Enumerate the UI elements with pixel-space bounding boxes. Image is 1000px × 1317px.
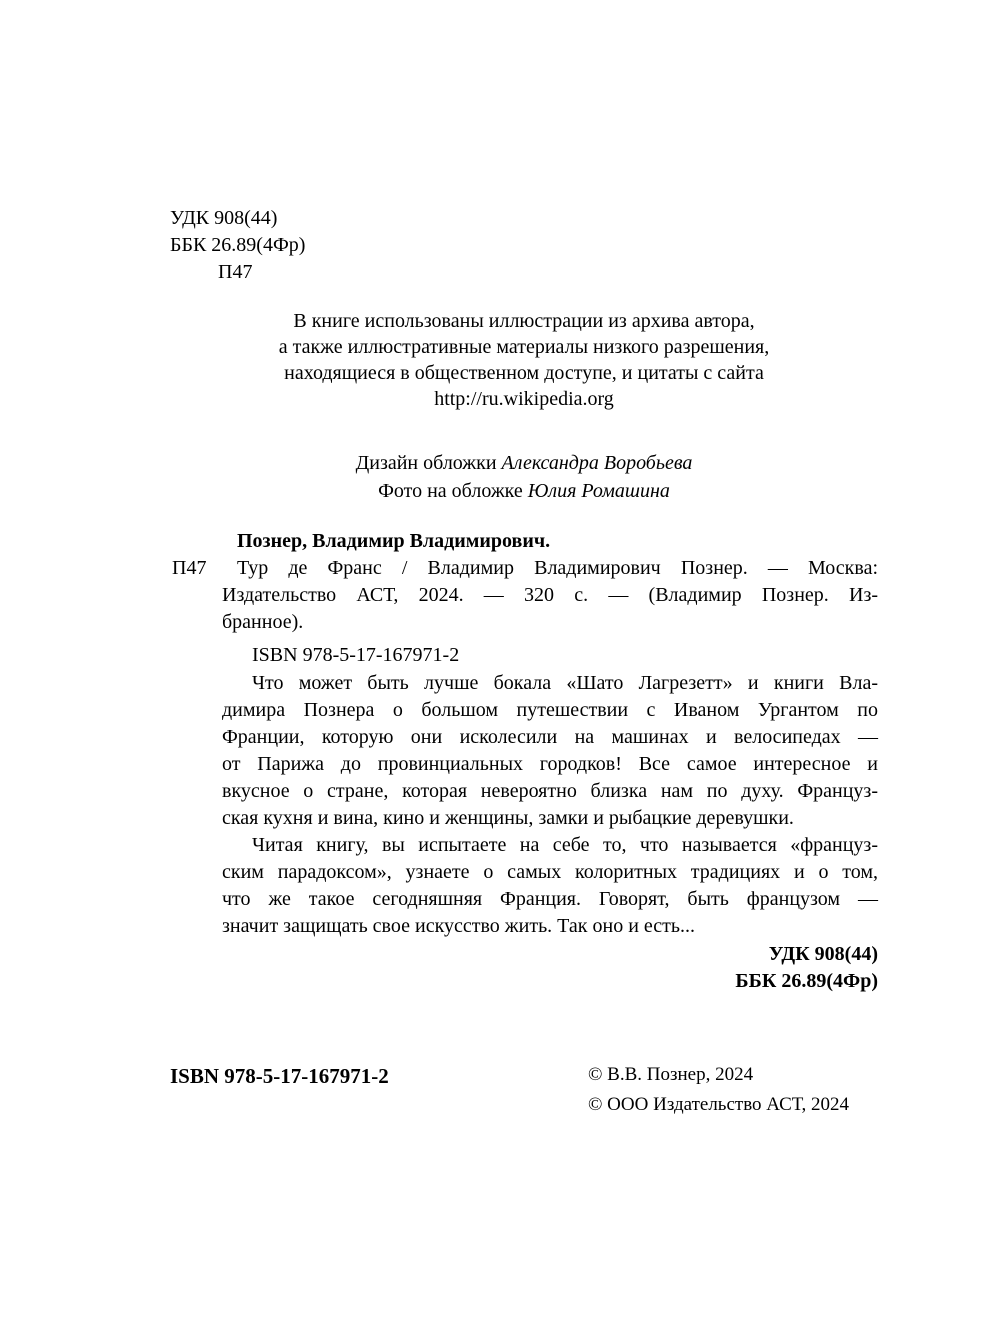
text-line: что же такое сегодняшняя Франция. Говорят, быть французом — [222, 888, 878, 910]
record-description [222, 555, 878, 636]
copyright-block [588, 1060, 849, 1120]
text-line: ским парадоксом», узнаете о самых колоритных традициях и о том, [222, 861, 878, 883]
text-line: а также иллюстративные материалы низкого разрешения, [278, 336, 770, 358]
text-line: Издательство АСТ, 2024. — 320 с. — (Владимир Познер. Из- [222, 584, 878, 606]
footer-isbn: ISBN 978-5-17-167971-2 [170, 1064, 389, 1088]
text-line: В книге использованы иллюстрации из архива автора, [293, 310, 755, 332]
text-line: вкусное о стране, которая невероятно близка нам по духу. Француз- [222, 780, 878, 802]
classification-codes-bottom [735, 941, 878, 995]
margin-author-sign-code: П47 [172, 557, 207, 579]
udk-code-bottom: УДК 908(44) [768, 943, 878, 965]
illustration-credits [170, 308, 878, 412]
isbn-record-line: ISBN 978-5-17-167971-2 [252, 644, 460, 666]
text-line: Что может быть лучше бокала «Шато Лагрезетт» и книги Вла- [252, 672, 878, 694]
text-line: ская кухня и вина, кино и женщины, замки и рыбацкие деревушки. [222, 807, 794, 829]
text-line: значит защищать свое искусство жить. Так оно и есть... [222, 915, 696, 937]
text-line: димира Познера о большом путешествии с Иваном Ургантом по [222, 699, 878, 721]
text-line: бранное). [222, 611, 304, 633]
text-line: Читая книгу, вы испытаете на себе то, что называется «француз- [252, 834, 878, 856]
classification-codes-top [170, 205, 305, 286]
bibliographic-record [172, 528, 878, 940]
text-line: Франции, которую они исколесили на машинах и велосипедах — [222, 726, 878, 748]
bbk-code: ББК 26.89(4Фр) [170, 234, 306, 256]
cover-design-label: Дизайн обложки [355, 452, 502, 474]
cover-photo-credit [170, 477, 878, 505]
author-heading: Познер, Владимир Владимирович. [237, 530, 551, 552]
annotation-paragraph-1 [222, 670, 878, 832]
udk-code: УДК 908(44) [170, 207, 278, 229]
cover-design-name: Александра Воробьева [501, 452, 693, 474]
text-line: © ООО Издательство АСТ, 2024 [588, 1094, 849, 1115]
text-line: © В.В. Познер, 2024 [588, 1064, 754, 1085]
cover-photo-label: Фото на обложке [378, 480, 528, 502]
annotation-paragraph-2 [222, 832, 878, 940]
cover-credits [170, 449, 878, 505]
text-line: Тур де Франс / Владимир Владимирович Познер. — Москва: [237, 557, 878, 579]
author-sign-code: П47 [218, 261, 253, 283]
text-line: находящиеся в общественном доступе, и цитаты с сайта [284, 362, 764, 384]
cover-photo-name: Юлия Ромашина [527, 480, 670, 502]
cover-design-credit [170, 449, 878, 477]
text-line: http://ru.wikipedia.org [434, 388, 614, 410]
bbk-code-bottom: ББК 26.89(4Фр) [735, 970, 878, 992]
text-line: от Парижа до провинциальных городков! Все самое интересное и [222, 753, 878, 775]
